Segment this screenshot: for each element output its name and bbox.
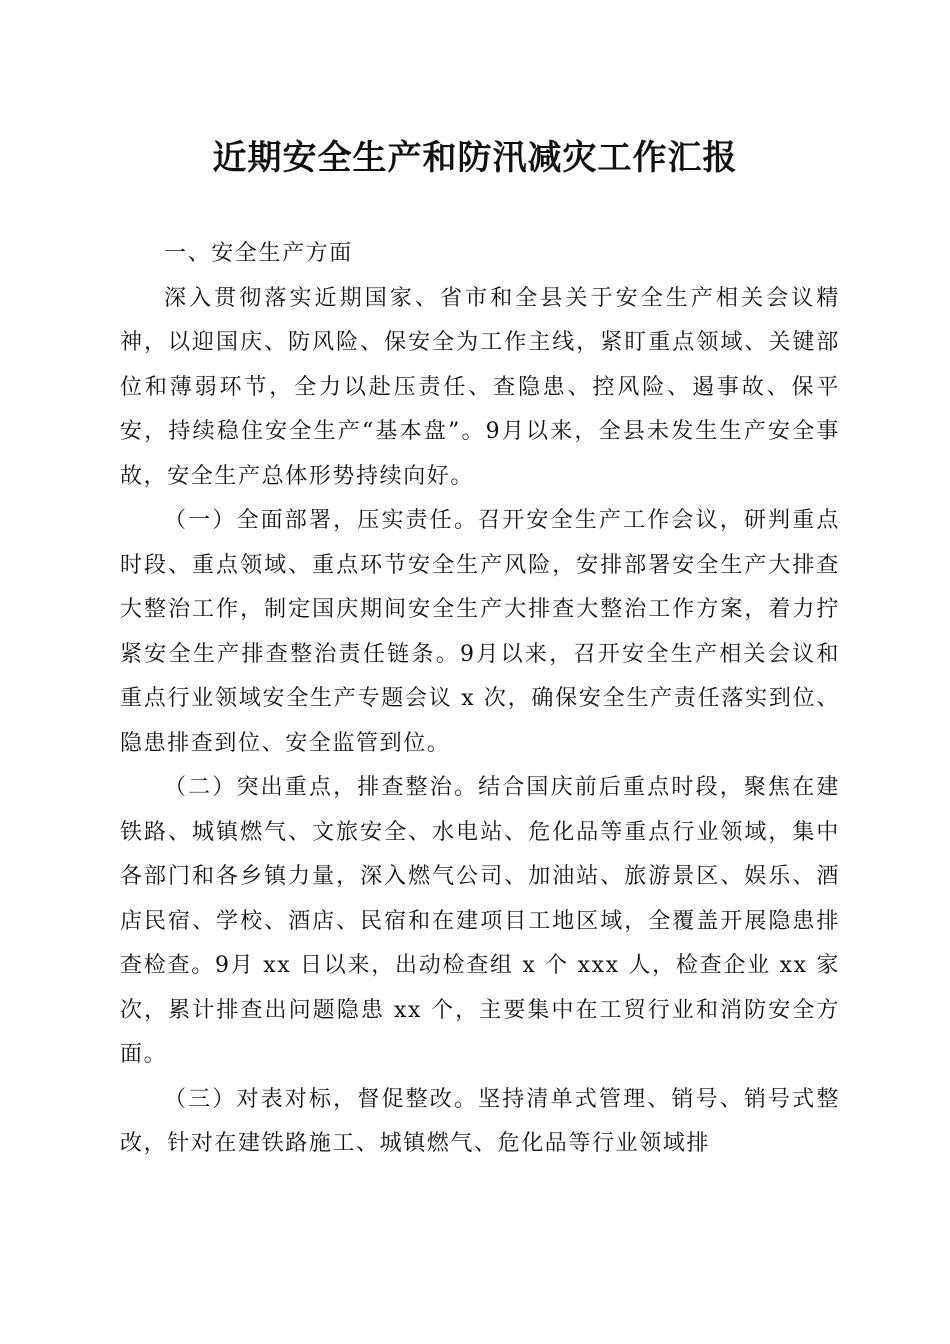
item-text-3: 坚持清单式管理、销号、销号式整改，针对在建铁路施工、城镇燃气、危化品等行业领域排 [120, 1086, 840, 1156]
document-body [120, 232, 840, 1167]
item-heading-1: （一）全面部署，压实责任。 [164, 508, 479, 533]
item-text-2: 结合国庆前后重点时段，聚焦在建铁路、城镇燃气、文旅安全、水电站、危化品等重点行业领域，集中各部门和各乡镇力量，深入燃气公司、加油站、旅游景区、娱乐、酒店民宿、学校、酒店、民宿和在建项目工地区域，全覆盖开展隐患排查检查。9月 xx 日以来，出动检查组 x 个 xxx 人，检查企业 xx 家次，累计排查出问题隐患 xx 个，主要集中在工贸行业和消防安全方面。 [120, 775, 840, 1067]
item-heading-2: （二）突出重点，排查整治。 [164, 775, 479, 800]
section-heading: 一、安全生产方面 [164, 241, 353, 266]
item-paragraph-1 [120, 499, 840, 766]
item-paragraph-3 [120, 1078, 840, 1167]
item-heading-3: （三）对表对标，督促整改。 [164, 1086, 479, 1112]
item-paragraph-2 [120, 766, 840, 1078]
item-text-1: 召开安全生产工作会议，研判重点时段、重点领域、重点环节安全生产风险，安排部署安全生产大排查大整治工作，制定国庆期间安全生产大排查大整治工作方案，着力拧紧安全生产排查整治责任链条。9月以来，召开安全生产相关会议和重点行业领域安全生产专题会议 x 次，确保安全生产责任落实到位、隐患排查到位、安全监管到位。 [120, 508, 840, 756]
intro-paragraph: 深入贯彻落实近期国家、省市和全县关于安全生产相关会议精神，以迎国庆、防风险、保安全为工作主线，紧盯重点领域、关键部位和薄弱环节，全力以赴压责任、查隐患、控风险、遏事故、保平安，持续稳住安全生产“基本盘”。9月以来，全县未发生生产安全事故，安全生产总体形势持续向好。 [120, 285, 840, 489]
document-title: 近期安全生产和防汛减灾工作汇报 [212, 138, 738, 178]
